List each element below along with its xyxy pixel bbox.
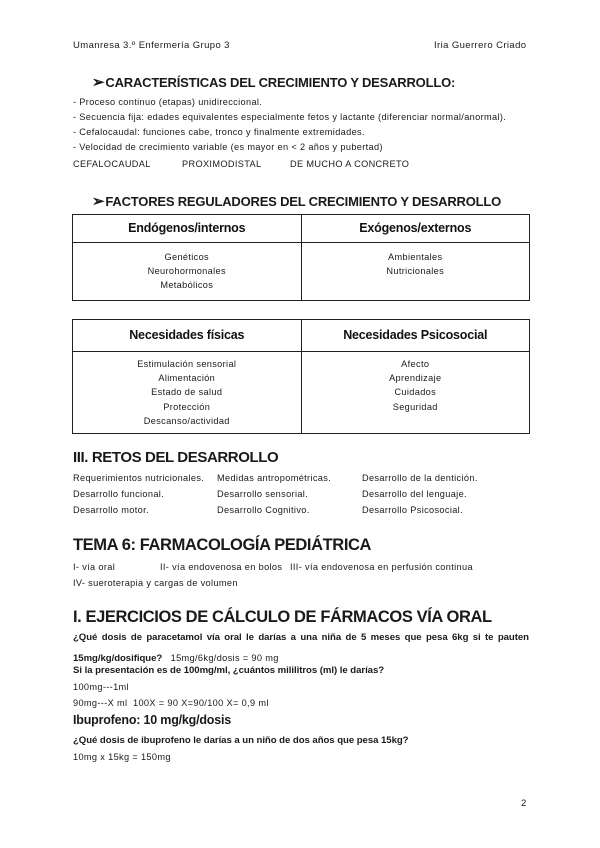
question-ibuprofeno: ¿Qué dosis de ibuprofeno le darías a un niño de dos años que pesa 15kg? [73, 735, 409, 746]
tema6-title: TEMA 6: FARMACOLOGÍA PEDIÁTRICA [73, 536, 372, 554]
list-item: Neurohormonales [147, 266, 226, 277]
question-paracetamol: ¿Qué dosis de paracetamol vía oral le darías a una niña de 5 meses que pesa 6kg si te pauten [73, 632, 529, 643]
table-header-endogenos: Endógenos/internos [73, 215, 302, 243]
term-proximodistal: PROXIMODISTAL [182, 159, 262, 169]
page-number: 2 [521, 798, 527, 809]
list-item: Descanso/actividad [143, 415, 230, 426]
arrow-bullet-icon: ➢ [92, 193, 105, 210]
route-item: IV- sueroterapia y cargas de volumen [73, 578, 238, 588]
grid-cell: Desarrollo de la dentición. [362, 473, 478, 483]
factors-table [72, 214, 530, 301]
route-item: III- vía endovenosa en perfusión continua [290, 562, 473, 572]
table-header-exogenos: Exógenos/externos [301, 215, 530, 243]
term-cefalocaudal: CEFALOCAUDAL [73, 159, 151, 169]
list-item: Metabólicos [160, 280, 214, 291]
list-item: Protección [163, 401, 211, 412]
calc-line: 90mg---X ml [73, 698, 128, 708]
list-item: Alimentación [158, 373, 216, 384]
table-cell-exogenos [301, 243, 530, 301]
section-title-text: FACTORES REGULADORES DEL CRECIMIENTO Y DESARROLLO [105, 194, 502, 209]
grid-cell: Desarrollo Cognitivo. [217, 505, 310, 515]
needs-table [72, 319, 530, 434]
answer-ibuprofeno: 10mg x 15kg = 150mg [73, 752, 171, 762]
term-mucho-concreto: DE MUCHO A CONCRETO [290, 159, 410, 169]
list-item: Ambientales [388, 252, 443, 262]
list-item: Genéticos [164, 252, 210, 262]
header-left: Umanresa 3.º Enfermería Grupo 3 [73, 40, 230, 51]
calc-line: 100mg---1ml [73, 682, 129, 692]
list-item: Afecto [401, 359, 430, 369]
question-text: 15mg/kg/dosifique? [73, 653, 163, 664]
grid-cell: Desarrollo funcional. [73, 489, 165, 499]
section-title-text: CARACTERÍSTICAS DEL CRECIMIENTO Y DESARROLLO: [105, 75, 456, 90]
table-header-fisicas: Necesidades físicas [73, 320, 302, 352]
characteristic-line: - Secuencia fija: edades equivalentes especialmente fetos y lactante (diferenciar normal/anormal). [73, 112, 507, 122]
table-cell-endogenos [73, 243, 302, 301]
table-cell-fisicas [73, 352, 302, 434]
route-item: II- vía endovenosa en bolos [160, 562, 283, 572]
characteristic-line: - Proceso continuo (etapas) unidireccional. [73, 97, 263, 107]
characteristic-line: - Cefalocaudal: funciones cabe, tronco y finalmente extremidades. [73, 127, 365, 137]
grid-cell: Desarrollo del lenguaje. [362, 489, 467, 499]
section-characteristics-title [92, 73, 455, 91]
ejercicios-title: I. EJERCICIOS DE CÁLCULO DE FÁRMACOS VÍA ORAL [73, 608, 492, 626]
question-paracetamol-line2 [73, 648, 279, 666]
table-cell-psicosocial [301, 352, 530, 434]
list-item: Cuidados [394, 387, 437, 398]
grid-cell: Desarrollo sensorial. [217, 489, 309, 499]
grid-cell: Desarrollo Psicosocial. [362, 505, 463, 515]
question-presentation: Si la presentación es de 100mg/ml, ¿cuántos mililitros (ml) le darías? [73, 665, 385, 676]
ibuprofeno-title: Ibuprofeno: 10 mg/kg/dosis [73, 713, 232, 727]
list-item: Nutricionales [386, 266, 445, 277]
answer-text: 15mg/6kg/dosis = 90 mg [170, 653, 279, 663]
header-right: Iria Guerrero Criado [434, 40, 527, 51]
grid-cell: Desarrollo motor. [73, 505, 149, 515]
characteristic-line: - Velocidad de crecimiento variable (es mayor en < 2 años y pubertad) [73, 142, 383, 152]
grid-cell: Requerimientos nutricionales. [73, 473, 205, 483]
list-item: Estado de salud [151, 387, 223, 398]
section-retos-title: III. RETOS DEL DESARROLLO [73, 449, 279, 466]
arrow-bullet-icon: ➢ [92, 74, 105, 91]
list-item: Estimulación sensorial [137, 359, 237, 369]
grid-cell: Medidas antropométricas. [217, 473, 332, 483]
list-item: Seguridad [392, 401, 438, 412]
list-item: Aprendizaje [389, 373, 442, 384]
calc-line: 100X = 90 X=90/100 X= 0,9 ml [133, 698, 269, 708]
route-item: I- vía oral [73, 562, 116, 572]
section-factors-title [92, 192, 501, 210]
table-header-psicosocial: Necesidades Psicosocial [301, 320, 530, 352]
